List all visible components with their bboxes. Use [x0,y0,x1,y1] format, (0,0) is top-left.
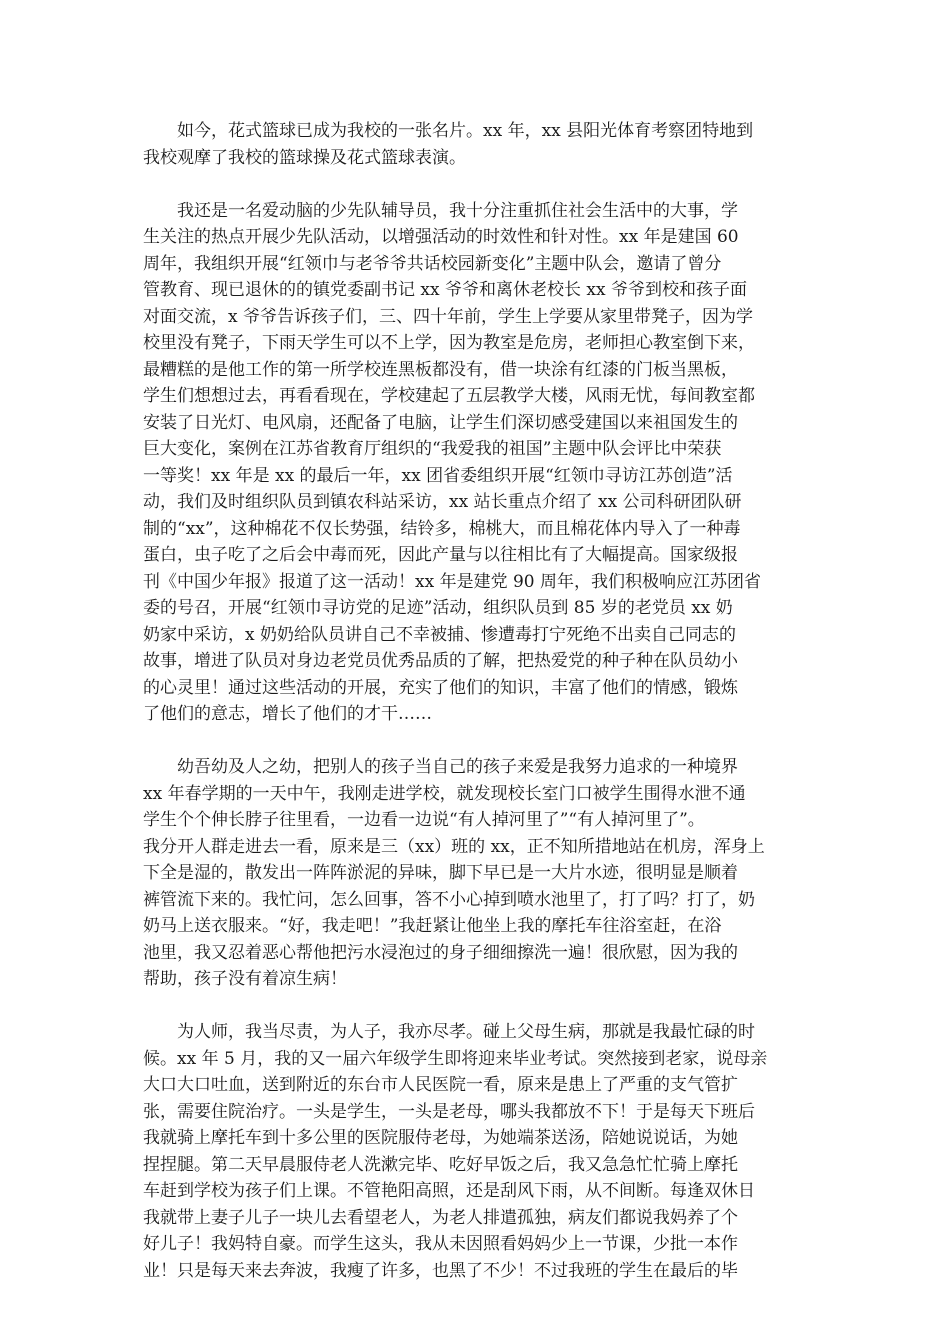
text-line: 业！只是每天来去奔波，我瘦了许多，也黑了不少！不过我班的学生在最后的毕 [143,1260,738,1281]
paragraph-3 [143,754,813,993]
text-line: 最糟糕的是他工作的第一所学校连黑板都没有，借一块涂有红漆的门板当黑板， [143,359,738,380]
text-line: 大口大口吐血，送到附近的东台市人民医院一看，原来是患上了严重的支气管扩 [143,1075,738,1095]
text-line: 的心灵里！通过这些活动的开展，充实了他们的知识，丰富了他们的情感，锻炼 [143,677,738,698]
text-line: 我就带上妻子儿子一块儿去看望老人，为老人排遣孤独，病友们都说我妈养了个 [143,1207,738,1228]
text-line: 故事，增进了队员对身边老党员优秀品质的了解，把热爱党的种子种在队员幼小 [143,651,738,671]
text-line: 刊《中国少年报》报道了这一活动！xx 年是建党 90 周年，我们积极响应江苏团省 [143,571,762,592]
text-line: xx 年春学期的一天中午，我刚走进学校，就发现校长室门口被学生围得水泄不通 [143,783,746,804]
text-line: 我还是一名爱动脑的少先队辅导员，我十分注重抓住社会生活中的大事，学 [177,200,738,221]
text-line: 奶家中采访，x 奶奶给队员讲自己不幸被捕、惨遭毒打宁死绝不出卖自己同志的 [143,624,736,645]
text-line: 如今，花式篮球已成为我校的一张名片。xx 年，xx 县阳光体育考察团特地到 [177,121,754,141]
text-line: 了他们的意志，增长了他们的才干…… [143,704,432,724]
text-line: 我分开人群走进去一看，原来是三（xx）班的 xx，正不知所措地站在机房，浑身上 [143,836,765,857]
text-line: 巨大变化，案例在江苏省教育厅组织的“我爱我的祖国”主题中队会评比中荣获 [143,439,722,459]
text-line: 生关注的热点开展少先队活动，以增强活动的时效性和针对性。xx 年是建国 60 [143,227,739,247]
paragraph-2 [143,198,813,728]
document-body [143,118,813,1284]
text-line: 动，我们及时组织队员到镇农科站采访，xx 站长重点介绍了 xx 公司科研团队研 [143,492,742,512]
text-line: 车赶到学校为孩子们上课。不管艳阳高照，还是刮风下雨，从不间断。每逢双休日 [143,1181,755,1201]
text-line: 校里没有凳子，下雨天学生可以不上学，因为教室是危房，老师担心教室倒下来， [143,333,755,353]
text-line: 蛋白，虫子吃了之后会中毒而死，因此产量与以往相比有了大幅提高。国家级报 [143,545,738,565]
text-line: 我就骑上摩托车到十多公里的医院服侍老母，为她端茶送汤，陪她说说话，为她 [143,1128,738,1148]
text-line: 裤管流下来的。我忙问，怎么回事，答不小心掉到喷水池里了，打了吗？打了，奶 [143,889,755,910]
text-line: 一等奖！xx 年是 xx 的最后一年，xx 团省委组织开展“红领巾寻访江苏创造”活 [143,465,733,486]
text-line: 幼吾幼及人之幼，把别人的孩子当自己的孩子来爱是我努力追求的一种境界 [177,757,738,777]
text-line: 张，需要住院治疗。一头是学生，一头是老母，哪头我都放不下！于是每天下班后 [143,1101,755,1122]
text-line: 捏捏腿。第二天早晨服侍老人洗漱完毕、吃好早饭之后，我又急急忙忙骑上摩托 [143,1154,738,1175]
text-line: 学生个个伸长脖子往里看，一边看一边说“有人掉河里了”“有人掉河里了”。 [143,810,705,830]
text-line: 安装了日光灯、电风扇，还配备了电脑，让学生们深切感受建国以来祖国发生的 [143,412,738,433]
text-line: 下全是湿的，散发出一阵阵淤泥的异味，脚下早已是一大片水迹，很明显是顺着 [143,863,738,883]
text-line: 制的“xx”，这种棉花不仅长势强，结铃多，棉桃大，而且棉花体内导入了一种毒 [143,518,741,539]
text-line: 池里，我又忍着恶心帮他把污水浸泡过的身子细细擦洗一遍！很欣慰，因为我的 [143,942,738,963]
text-line: 为人师，我当尽责，为人子，我亦尽孝。碰上父母生病，那就是我最忙碌的时 [177,1022,755,1042]
text-line: 奶马上送衣服来。“好，我走吧！”我赶紧让他坐上我的摩托车往浴室赶，在浴 [143,916,722,936]
text-line: 好儿子！我妈特自豪。而学生这头，我从未因照看妈妈少上一节课，少批一本作 [143,1234,738,1254]
text-line: 对面交流，x 爷爷告诉孩子们，三、四十年前，学生上学要从家里带凳子，因为学 [143,306,753,327]
text-line: 帮助，孩子没有着凉生病！ [143,969,347,989]
text-line: 学生们想想过去，再看看现在，学校建起了五层教学大楼，风雨无忧，每间教室都 [143,386,755,406]
text-line: 周年，我组织开展“红领巾与老爷爷共话校园新变化”主题中队会，邀请了曾分 [143,253,722,274]
text-line: 我校观摩了我校的篮球操及花式篮球表演。 [143,147,466,168]
text-line: 管教育、现已退休的的镇党委副书记 xx 爷爷和离休老校长 xx 爷爷到校和孩子面 [143,280,747,300]
text-line: 委的号召，开展“红领巾寻访党的足迹”活动，组织队员到 85 岁的老党员 xx 奶 [143,598,733,618]
paragraph-1 [143,118,813,171]
text-line: 候。xx 年 5 月，我的又一届六年级学生即将迎来毕业考试。突然接到老家，说母亲 [143,1048,768,1069]
paragraph-4 [143,1019,813,1284]
